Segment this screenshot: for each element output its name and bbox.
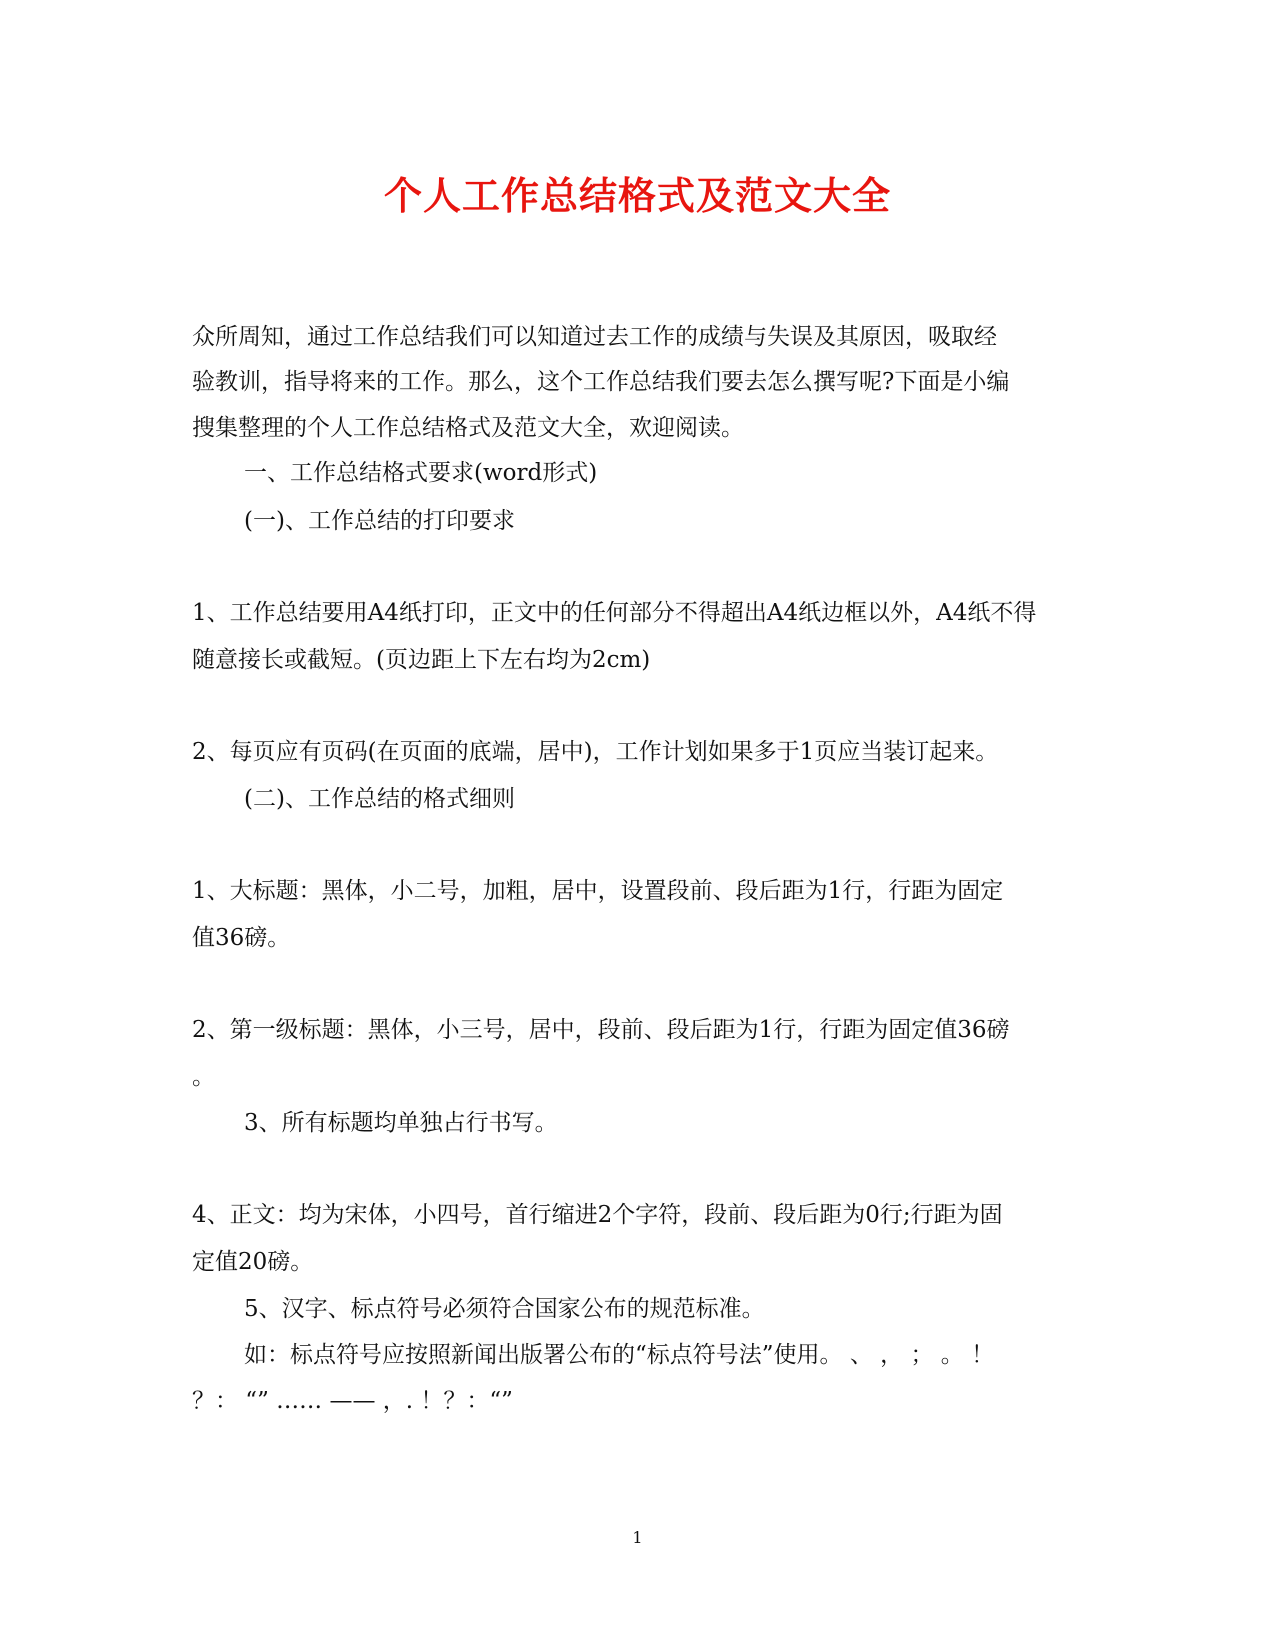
paragraph-line: 如：标点符号应按照新闻出版署公布的“标点符号法”使用。 、 ， ； 。 ！ [244, 1342, 995, 1368]
document-title: 个人工作总结格式及范文大全 [383, 173, 891, 218]
list-item-continuation: 。 [192, 1064, 215, 1090]
list-item: 2、第一级标题：黑体，小三号，居中，段前、段后距为1行，行距为固定值36磅 [192, 1017, 1010, 1043]
list-item: 1、工作总结要用A4纸打印，正文中的任何部分不得超出A4纸边框以外，A4纸不得 [192, 600, 1037, 626]
section-heading: 一、工作总结格式要求(word形式) [244, 460, 598, 486]
list-item: 4、正文：均为宋体，小四号，首行缩进2个字符，段前、段后距为0行;行距为固 [192, 1202, 1003, 1228]
paragraph-line: 众所周知，通过工作总结我们可以知道过去工作的成绩与失误及其原因，吸取经 [192, 324, 997, 350]
subsection-heading: (一)、工作总结的打印要求 [244, 508, 515, 534]
list-item: 2、每页应有页码(在页面的底端，居中)，工作计划如果多于1页应当装订起来。 [192, 739, 999, 765]
list-item: 5、汉字、标点符号必须符合国家公布的规范标准。 [244, 1296, 765, 1322]
paragraph-line: 搜集整理的个人工作总结格式及范文大全，欢迎阅读。 [192, 415, 744, 441]
list-item-continuation: 值36磅。 [192, 925, 291, 951]
list-item-continuation: 随意接长或截短。(页边距上下左右均为2cm) [192, 647, 651, 673]
paragraph-line: 验教训，指导将来的工作。那么，这个工作总结我们要去怎么撰写呢?下面是小编 [192, 369, 1010, 395]
page-number: 1 [632, 1528, 643, 1547]
subsection-heading: (二)、工作总结的格式细则 [244, 786, 515, 812]
list-item: 1、大标题：黑体，小二号，加粗，居中，设置段前、段后距为1行，行距为固定 [192, 878, 1004, 904]
list-item-continuation: 定值20磅。 [192, 1249, 314, 1275]
list-item: 3、所有标题均单独占行书写。 [244, 1110, 558, 1136]
paragraph-line: ？： “” …… —— ，. ！？：“” [192, 1388, 513, 1414]
